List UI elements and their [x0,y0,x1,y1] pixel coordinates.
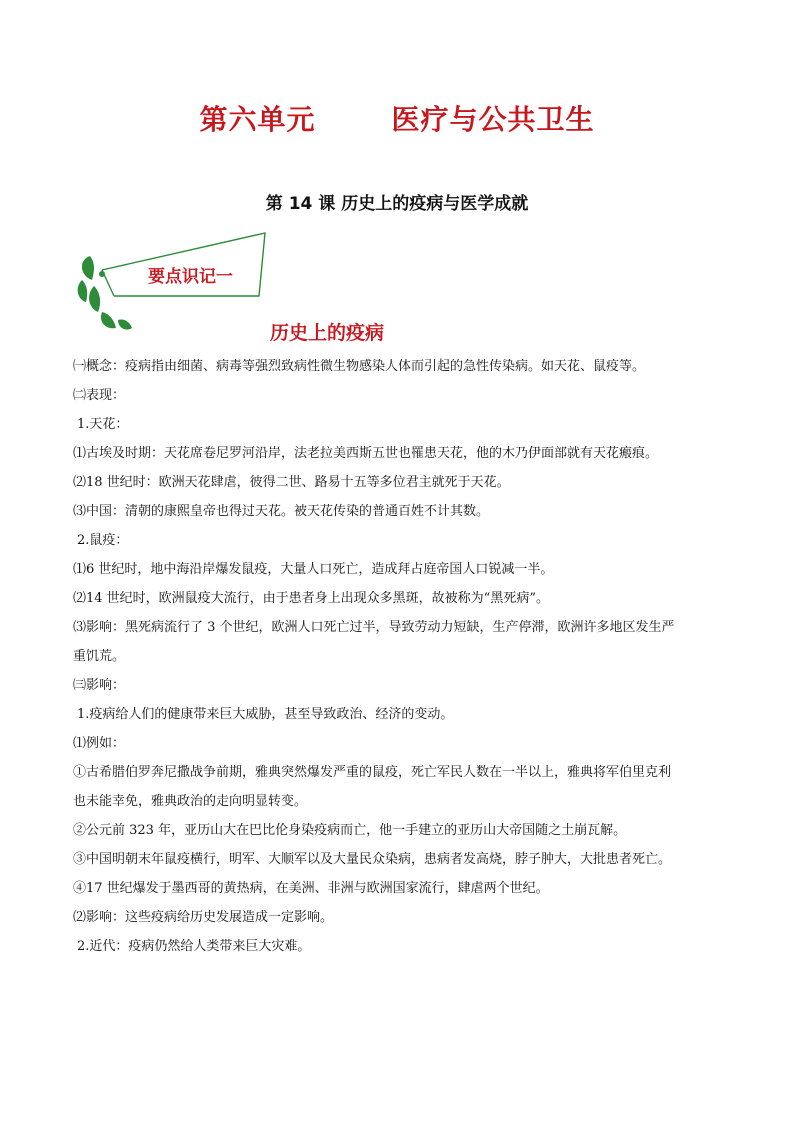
content-line: 2.近代：疫病仍然给人类带来巨大灾难。 [77,939,311,954]
content-line: ⑶中国：清朝的康熙皇帝也得过天花。被天花传染的普通百姓不计其数。 [73,504,490,519]
content-line: ③中国明朝末年鼠疫横行，明军、大顺军以及大量民众染病，患病者发高烧，脖子肿大，大批患者死亡。 [73,852,672,867]
lesson-title: 第 14 课 历史上的疫病与医学成就 [265,194,529,214]
content-line: 1.天花： [77,417,129,432]
content-line: ⑴6 世纪时，地中海沿岸爆发鼠疫，大量人口死亡，造成拜占庭帝国人口锐减一半。 [73,562,554,577]
content-line: ㈡表现： [73,388,126,403]
key-points-badge [72,228,272,338]
content-line: 也未能幸免，雅典政治的走向明显转变。 [73,794,308,809]
content-line: ㈢影响： [73,678,126,693]
content-line: ⑴古埃及时期：天花席卷尼罗河沿岸，法老拉美西斯五世也罹患天花，他的木乃伊面部就有天花瘢痕。 [73,446,659,461]
content-line: ④17 世纪爆发于墨西哥的黄热病，在美洲、非洲与欧洲国家流行，肆虐两个世纪。 [73,881,549,896]
content-line: ⑵14 世纪时，欧洲鼠疫大流行，由于患者身上出现众多黑斑，故被称为“黑死病”。 [73,591,549,606]
content-line: ②公元前 323 年，亚历山大在巴比伦身染疫病而亡，他一手建立的亚历山大帝国随之土崩瓦解。 [73,823,627,838]
content-body [73,352,721,961]
content-line: 重饥荒。 [73,649,126,664]
content-line: ⑵18 世纪时：欧洲天花肆虐，彼得二世、路易十五等多位君主就死于天花。 [73,475,510,490]
unit-name: 医疗与公共卫生 [391,103,595,136]
content-line: ⑵影响：这些疫病给历史发展造成一定影响。 [73,910,334,925]
content-line: ①古希腊伯罗奔尼撒战争前期，雅典突然爆发严重的鼠疫，死亡军民人数在一半以上，雅典将军伯里克利 [73,765,672,780]
content-line: ㈠概念：疫病指由细菌、病毒等强烈致病性微生物感染人体而引起的急性传染病。如天花、鼠疫等。 [73,359,646,374]
content-line: ⑴例如： [73,736,126,751]
content-line: 2.鼠疫： [77,533,129,548]
badge-label: 要点识记一 [148,267,233,287]
content-line: ⑶影响：黑死病流行了 3 个世纪，欧洲人口死亡过半，导致劳动力短缺，生产停滞，欧洲许多地区发生严 [73,620,675,635]
section-title: 历史上的疫病 [270,322,385,344]
unit-title [0,98,794,138]
unit-number: 第六单元 [199,103,316,136]
content-line: 1.疫病给人们的健康带来巨大威胁，甚至导致政治、经济的变动。 [77,707,454,722]
